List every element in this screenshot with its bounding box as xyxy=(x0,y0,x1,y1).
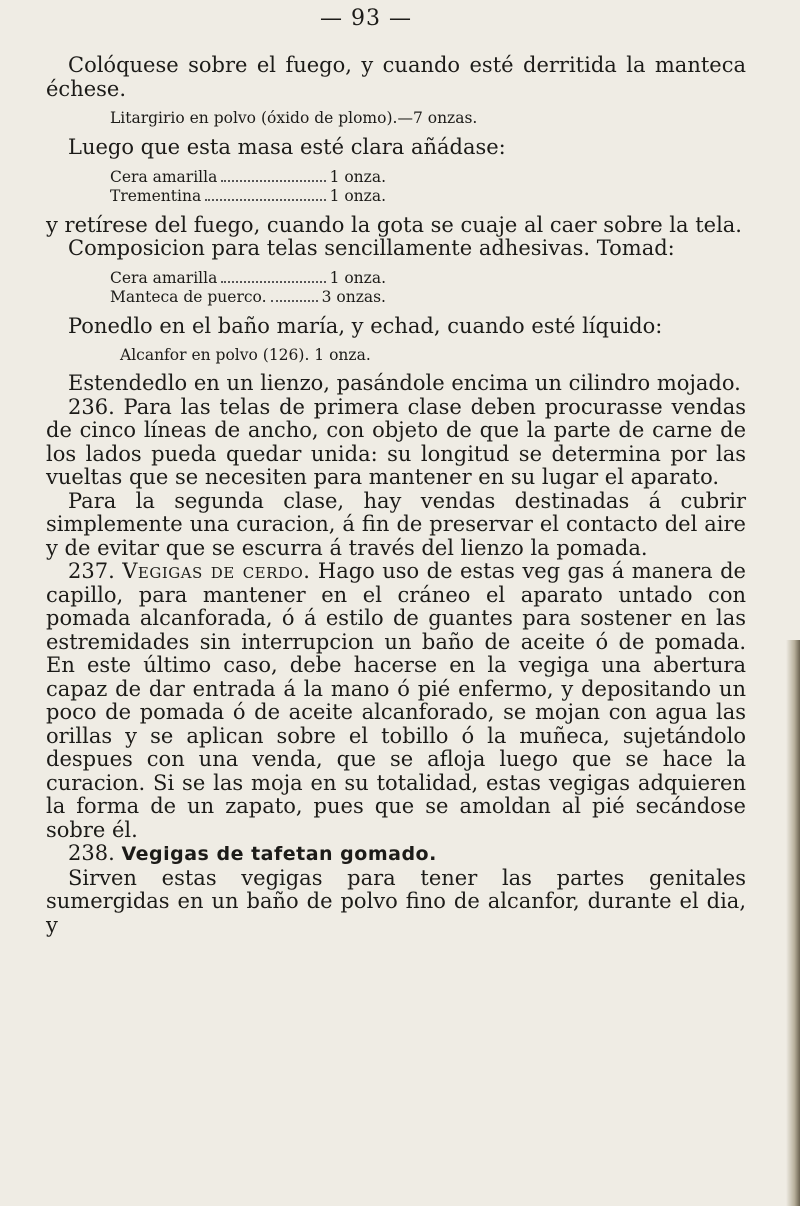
paragraph: Para la segunda clase, hay vendas destinadas á cubrir simplemente una curacion, á fin de preservar el contacto del aire y de evitar que se escurra á través del lienzo la pomada. xyxy=(46,488,746,560)
ingredient-row xyxy=(110,168,386,187)
dot-leader xyxy=(271,288,318,302)
book-page xyxy=(46,0,758,1206)
paragraph: y retírese del fuego, cuando la gota se cuaje al caer sobre la tela. xyxy=(46,212,742,237)
ingredient-list xyxy=(110,269,746,307)
section-text: Hago uso de estas veg gas á manera de capillo, para mantener en el cráneo el aparato untado con pomada alcanforada, ó á estilo de guantes para sostener en las estremidades sin interrupcion un baño de aceite ó de pomada. En este último caso, debe hacerse en la vegiga una abertura capaz de dar entrada á la mano ó pié enfermo, y depositando un poco de pomada ó de aceite alcanforado, se mojan con agua las orillas y se aplican sobre el tobillo ó la muñeca, sujetándolo despues con una venda, que se afloja luego que se hace la curacion. Si se las moja en su totalidad, estas vegigas adquieren la forma de un zapato, pues que se amoldan al pié secándose sobre él. xyxy=(46,559,746,842)
dot-leader xyxy=(221,269,325,283)
page-edge-shadow xyxy=(786,640,800,1206)
paragraph: 236. Para las telas de primera clase deben procurasse vendas de cinco líneas de ancho, con objeto de que la parte de carne de los lados pueda quedar unida: su longitud se determina por las vueltas que se necesiten para mantener en su lugar el aparato. xyxy=(46,394,746,489)
ingredient-list xyxy=(110,168,746,206)
ingredient-qty: 1 onza. xyxy=(329,268,386,287)
page-number: — 93 — xyxy=(320,6,412,31)
dot-leader xyxy=(205,187,325,201)
ingredient-name: Manteca de puerco. xyxy=(110,287,267,306)
ingredient-row xyxy=(110,187,386,206)
ingredient-list xyxy=(110,109,746,128)
ingredient-qty: 1 onza. xyxy=(329,167,386,186)
ingredient-qty: —7 onzas. xyxy=(397,109,478,127)
ingredient-row xyxy=(110,269,386,288)
ingredient-row xyxy=(110,288,386,307)
ingredient-qty: 1 onza. xyxy=(329,186,386,205)
ingredient-name: Trementina xyxy=(110,186,202,205)
ingredient-name: Cera amarilla xyxy=(110,167,218,186)
paragraph xyxy=(46,560,746,842)
paragraph: Ponedlo en el baño maría, y echad, cuando esté líquido: xyxy=(68,313,663,338)
paragraph: Composicion para telas sencillamente adhesivas. Tomad: xyxy=(68,236,675,260)
section-number: 238. xyxy=(68,841,115,865)
paragraph: Estendedlo en un lienzo, pasándole encima un cilindro mojado. xyxy=(68,371,741,395)
section-heading: Vegigas de tafetan gomado. xyxy=(121,843,437,865)
ingredient-line: Alcanfor en polvo (126). 1 onza. xyxy=(120,346,371,364)
ingredient-name: Litargirio en polvo (óxido de plomo). xyxy=(110,109,398,127)
paragraph: Sirven estas vegigas para tener las partes genitales sumergidas en un baño de polvo fino de alcanfor, durante el dia, y xyxy=(46,865,746,937)
page-body xyxy=(46,54,746,937)
paragraph: Luego que esta masa esté clara añádase: xyxy=(68,135,506,159)
section-heading: Vegigas de cerdo. xyxy=(122,559,311,583)
paragraph xyxy=(46,842,746,867)
ingredient-qty: 3 onzas. xyxy=(321,287,386,306)
ingredient-name: Cera amarilla xyxy=(110,268,218,287)
section-number: 237. xyxy=(68,559,115,583)
dot-leader xyxy=(221,168,325,182)
paragraph: Colóquese sobre el fuego, y cuando esté derritida la manteca échese. xyxy=(46,53,746,101)
ingredient-row xyxy=(110,109,478,128)
